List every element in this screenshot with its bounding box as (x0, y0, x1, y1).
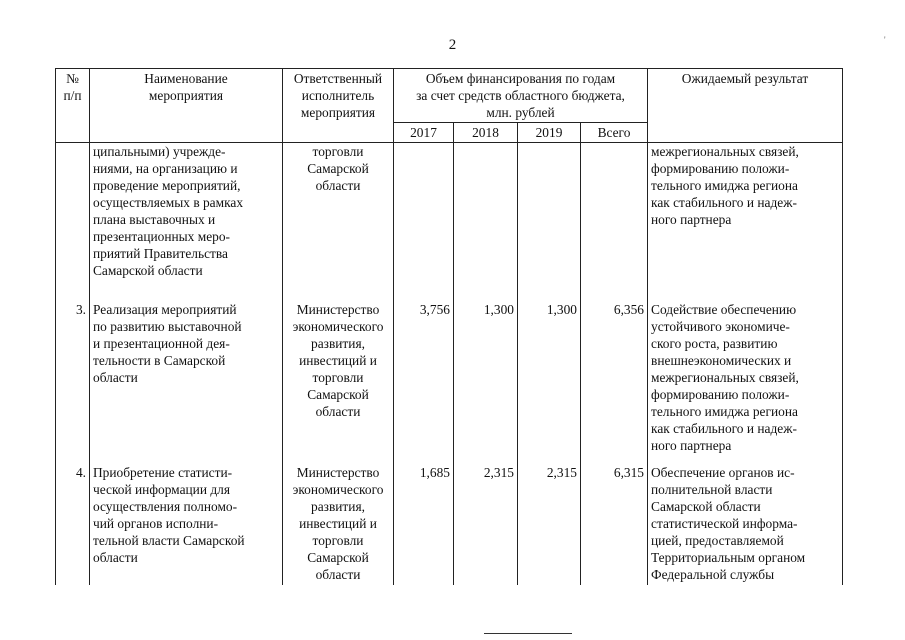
funding-table (55, 68, 843, 585)
row-name: Реализация мероприятий по развитию выставочной и презентационной дея- тельности в Самарской области (93, 302, 242, 385)
header-year-2018: 2018 (454, 123, 518, 143)
row-2018: 1,300 (483, 302, 514, 317)
header-name: Наименование мероприятия (90, 69, 283, 143)
row-2019: 1,300 (546, 302, 577, 317)
table-row (56, 454, 843, 585)
table-row (56, 279, 843, 454)
page-number: 2 (448, 37, 457, 53)
row-number: 3. (75, 302, 86, 317)
row-number: 4. (75, 465, 86, 480)
header-funding: Объем финансирования по годам за счет средств областного бюджета, млн. рублей (394, 69, 648, 123)
row-result: межрегиональных связей, формированию положи- тельного имиджа региона как стабильного и надеж- ного партнера (651, 144, 799, 227)
row-2019: 2,315 (546, 465, 577, 480)
row-name: Приобретение статисти- ческой информации для осуществления полномо- чий органов исполни- тельной власти Самарской области (93, 465, 245, 565)
row-result: Содействие обеспечению устойчивого экономиче- ского роста, развитию внешнеэкономических и межрегиональных связей, формированию положи- тельного имиджа региона как стабильного и надеж- ного партнера (651, 302, 799, 453)
row-total: 6,315 (613, 465, 645, 480)
header-responsible: Ответственный исполнитель мероприятия (283, 69, 394, 143)
header-year-2019: 2019 (518, 123, 581, 143)
row-2017: 1,685 (419, 465, 450, 480)
row-result: Обеспечение органов ис- полнительной власти Самарской области статистической информа- цией, предоставляемой Территориальным органом Федеральной службы (651, 465, 806, 582)
row-2018: 2,315 (483, 465, 514, 480)
row-responsible: торговли Самарской области (307, 144, 369, 193)
footer-divider (484, 633, 572, 634)
row-responsible: Министерство экономического развития, инвестиций и торговли Самарской области (292, 302, 384, 419)
table-body (56, 143, 843, 586)
header-year-2017: 2017 (394, 123, 454, 143)
header-result: Ожидаемый результат (648, 69, 843, 143)
table-row (56, 143, 843, 280)
row-total: 6,356 (613, 302, 645, 317)
row-2017: 3,756 (419, 302, 450, 317)
header-total: Всего (581, 123, 648, 143)
scan-mark: ' (884, 35, 886, 45)
row-name: ципальными) учрежде- ниями, на организацию и проведение мероприятий, осуществляемых в рамках плана выставочных и презентационных меро- приятий Правительства Самарской области (93, 144, 244, 278)
row-responsible: Министерство экономического развития, инвестиций и торговли Самарской области (292, 465, 384, 582)
header-num: № п/п (56, 69, 90, 143)
